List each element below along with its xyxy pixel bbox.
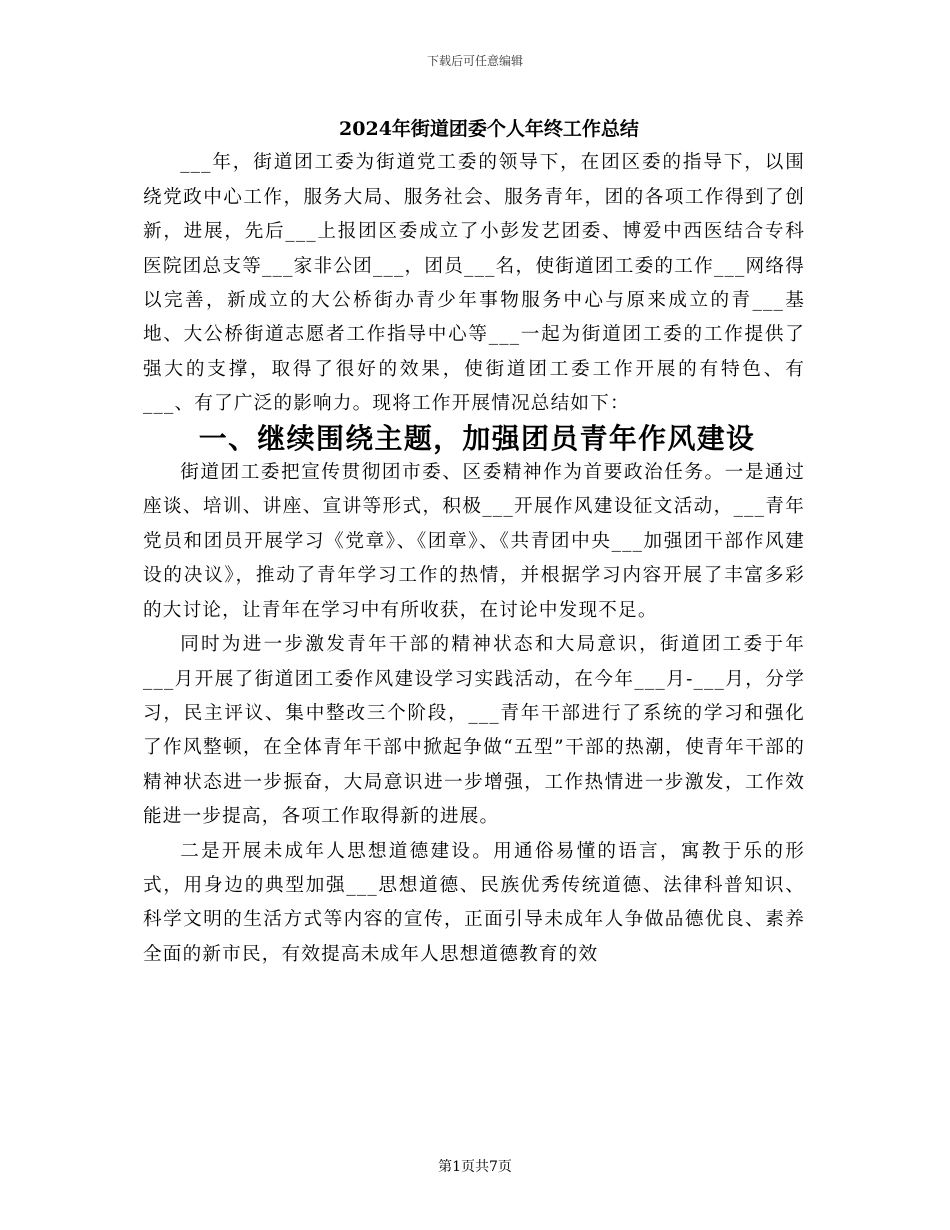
page-number: 第1页共7页 [438, 1159, 512, 1175]
paragraph-practice: 同时为进一步激发青年干部的精神状态和大局意识，街道团工委于年___月开展了街道团工委作风建设学习实践活动，在今年___月-___月，分学习，民主评议、集中整改三个阶段，___青年干部进行了系统的学习和强化了作风整顿，在全体青年干部中掀起争做“五型”干部的热潮，使青年干部的精神状态进一步振奋，大局意识进一步增强，工作热情进一步激发，工作效能进一步提高，各项工作取得新的进展。 [143, 634, 805, 828]
paragraph-intro: ___年，街道团工委为街道党工委的领导下，在团区委的指导下，以围绕党政中心工作，服务大局、服务社会、服务青年，团的各项工作得到了创新，进展，先后___上报团区委成立了小彭发艺团委、博爱中西医结合专科医院团总支等___家非公团___，团员___名，使街道团工委的工作___网络得以完善，新成立的大公桥街办青少年事物服务中心与原来成立的青___基地、大公桥街道志愿者工作指导中心等___一起为街道团工委的工作提供了强大的支撑，取得了很好的效果，使街道团工委工作开展的有特色、有___、有了广泛的影响力。现将工作开展情况总结如下： [143, 152, 805, 415]
page-header-note: 下载后可任意编辑 [426, 54, 523, 68]
document-title: 2024年街道团委个人年终工作总结 [339, 118, 639, 140]
section-heading: 一、继续围绕主题，加强团员青年作风建设 [198, 421, 756, 455]
document-body [143, 112, 805, 972]
paragraph-moral: 二是开展未成年人思想道德建设。用通俗易懂的语言，寓教于乐的形式，用身边的典型加强___思想道德、民族优秀传统道德、法律科普知识、科学文明的生活方式等内容的宣传，正面引导未成年人争做品德优良、素养全面的新市民，有效提高未成年人思想道德教育的效 [143, 840, 805, 965]
paragraph-study: 街道团工委把宣传贯彻团市委、区委精神作为首要政治任务。一是通过座谈、培训、讲座、宣讲等形式，积极___开展作风建设征文活动，___青年党员和团员开展学习《党章》、《团章》、《共青团中央___加强团干部作风建设的决议》，推动了青年学习工作的热情，并根据学习内容开展了丰富多彩的大讨论，让青年在学习中有所收获，在讨论中发现不足。 [143, 462, 805, 621]
